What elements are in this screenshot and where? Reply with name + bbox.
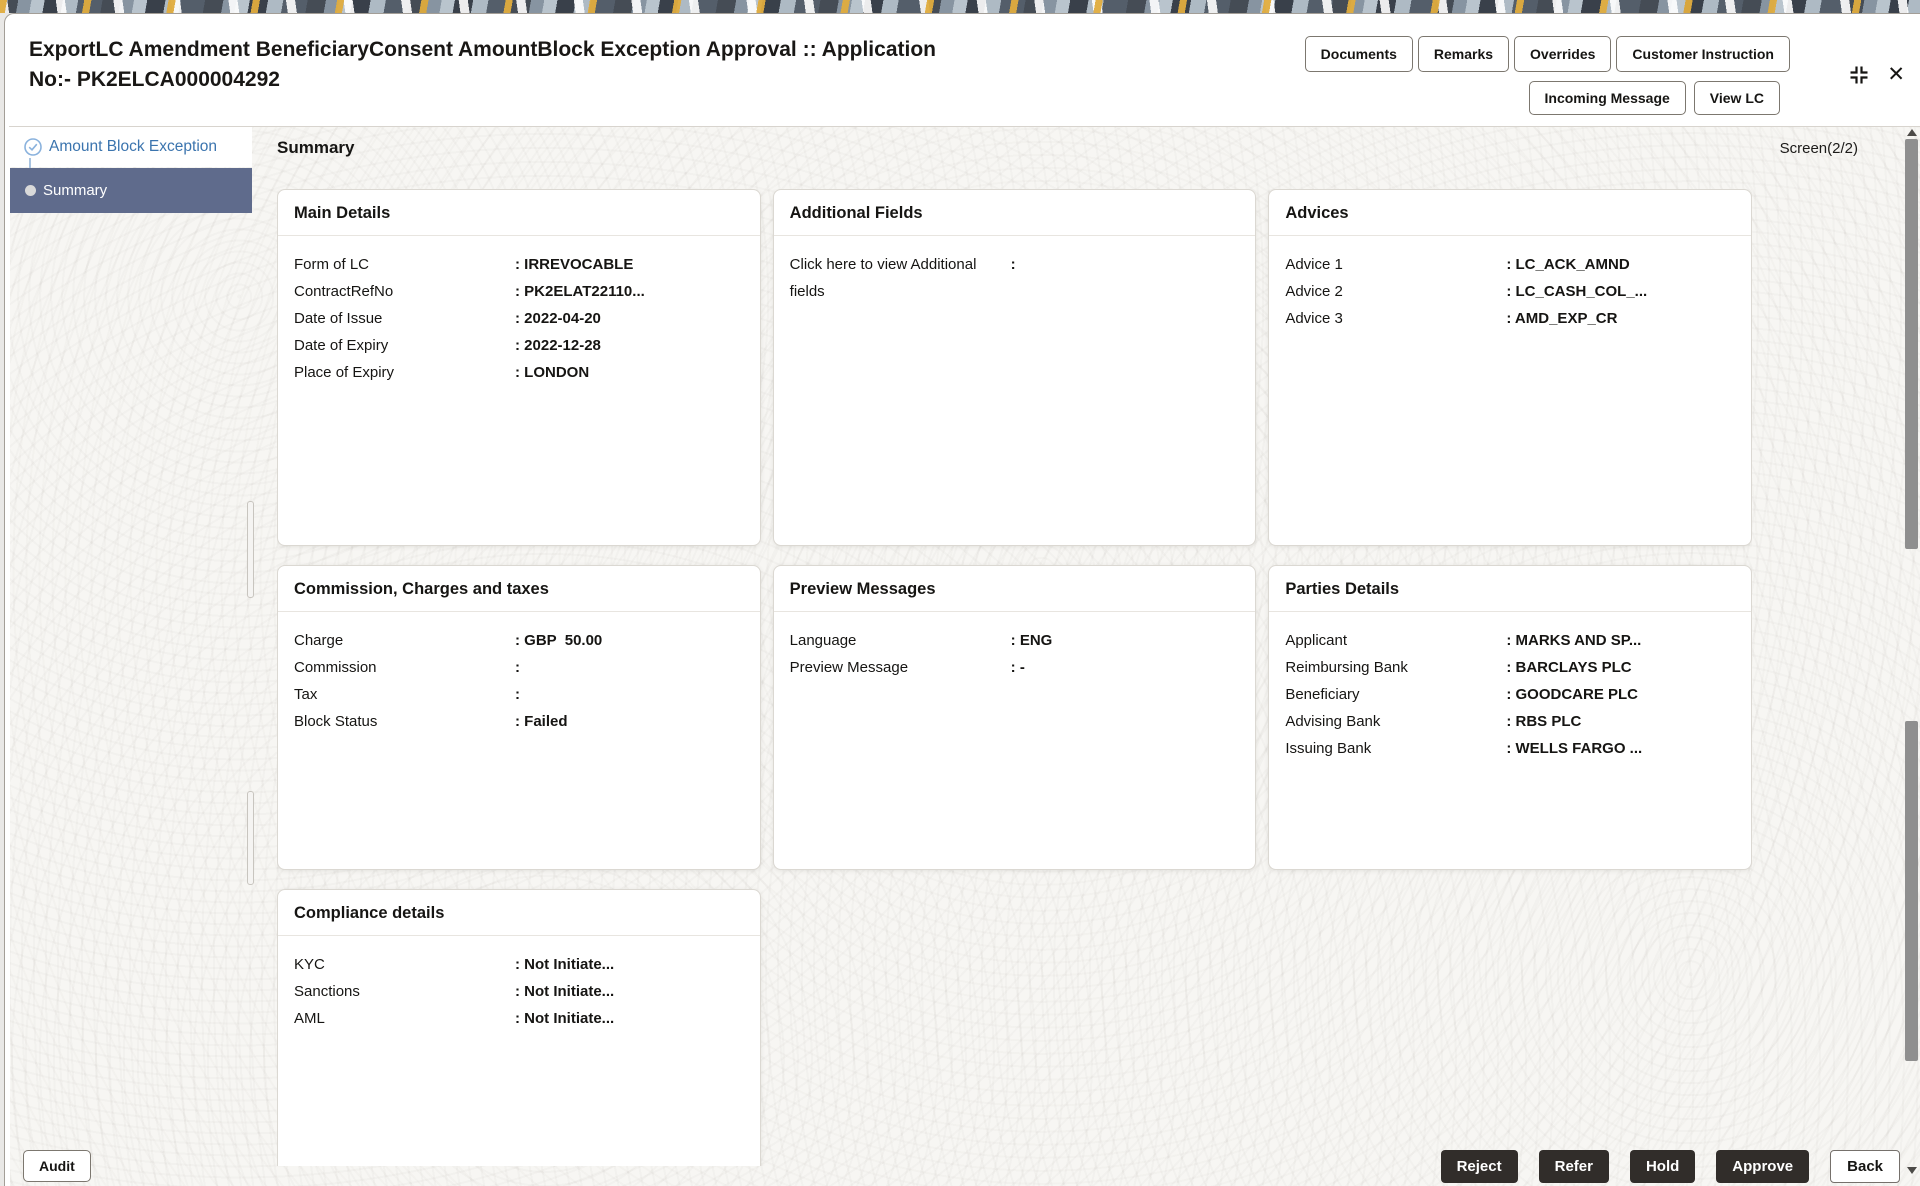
audit-button[interactable]: Audit: [23, 1150, 91, 1182]
header-actions-row2: [1529, 81, 1780, 115]
field-value: : LC_CASH_COL_...: [1506, 283, 1648, 300]
field-value: : -: [1010, 659, 1025, 676]
field-value: :: [515, 686, 520, 703]
field-value: : RBS PLC: [1506, 713, 1582, 730]
field-value: : WELLS FARGO ...: [1506, 740, 1643, 757]
field-label: Block Status: [294, 713, 378, 730]
stage-complete-icon: [24, 138, 42, 156]
field-value: : LONDON: [515, 364, 590, 381]
card-parties-details: [1268, 565, 1752, 870]
field-value: :: [1010, 256, 1016, 273]
field-row: [294, 1005, 744, 1032]
sidebar-item-label: Amount Block Exception: [49, 138, 218, 155]
decorative-pattern-strip: [0, 0, 1920, 13]
field-row: [294, 359, 744, 386]
field-row: [294, 951, 744, 978]
field-label: Advice 2: [1285, 283, 1343, 300]
card-commission-charges-and-taxes: [277, 565, 761, 870]
incoming-message-button[interactable]: Incoming Message: [1529, 81, 1686, 115]
customer-instruction-button[interactable]: Customer Instruction: [1616, 36, 1790, 72]
field-label: Sanctions: [294, 983, 360, 1000]
field-value: : GOODCARE PLC: [1506, 686, 1638, 703]
field-label: Place of Expiry: [294, 364, 395, 381]
footer-bar: [9, 1148, 1920, 1186]
page-title-line1: ExportLC Amendment BeneficiaryConsent AmountBlock Exception Approval :: Application: [29, 38, 936, 61]
resize-handle[interactable]: [247, 501, 254, 598]
field-label: Beneficiary: [1285, 686, 1360, 703]
field-value: : AMD_EXP_CR: [1506, 310, 1618, 327]
field-value: : Not Initiate...: [515, 983, 615, 1000]
field-value: : Not Initiate...: [515, 1010, 615, 1027]
reject-button[interactable]: Reject: [1441, 1150, 1518, 1183]
card-compliance-details: [277, 889, 761, 1166]
field-row: [294, 708, 744, 735]
field-value: : 2022-04-20: [515, 310, 601, 327]
back-button[interactable]: Back: [1830, 1150, 1900, 1183]
field-label: Reimbursing Bank: [1285, 659, 1408, 676]
field-label: Advice 3: [1285, 310, 1343, 327]
field-label: Commission: [294, 659, 377, 676]
card-preview-messages: [773, 565, 1257, 870]
field-value: : ENG: [1010, 632, 1053, 649]
approval-modal: [4, 13, 1920, 1186]
field-row: [294, 627, 744, 654]
field-label: Issuing Bank: [1285, 740, 1372, 757]
card-body: [278, 612, 760, 750]
card-body: [774, 612, 1256, 696]
card-body: [774, 236, 1256, 320]
field-value: :: [515, 659, 520, 676]
summary-cards-area: [277, 189, 1752, 1166]
field-value: : LC_ACK_AMND: [1506, 256, 1630, 273]
footer-actions: [1441, 1150, 1900, 1183]
field-value: : GBP 50.00: [515, 632, 603, 649]
page-title: [29, 35, 936, 95]
field-label: Preview Message: [789, 659, 909, 676]
card-body: [1269, 236, 1751, 347]
field-value: : PK2ELAT22110...: [515, 283, 645, 300]
field-label: Advising Bank: [1285, 713, 1381, 730]
field-row: [1285, 654, 1735, 681]
view-lc-button[interactable]: View LC: [1694, 81, 1780, 115]
card-main-details: [277, 189, 761, 546]
field-row: [790, 627, 1240, 654]
sidebar-item-label: Summary: [43, 182, 108, 199]
header-actions-row1: [1305, 36, 1790, 72]
window-controls: [1847, 63, 1905, 87]
close-icon[interactable]: ✕: [1887, 63, 1905, 86]
field-row: [1285, 251, 1735, 278]
field-value: : MARKS AND SP...: [1506, 632, 1642, 649]
field-row: [790, 654, 1240, 681]
field-label: Language: [789, 632, 857, 649]
card-advices: [1268, 189, 1752, 546]
vertical-scrollbar: [1903, 127, 1920, 1186]
field-row: [790, 251, 1240, 305]
bullet-icon: [25, 185, 36, 196]
sidebar-item-amount-block-exception[interactable]: [10, 127, 252, 167]
field-label: ContractRefNo: [294, 283, 394, 300]
field-row: [294, 978, 744, 1005]
field-row: [1285, 278, 1735, 305]
refer-button[interactable]: Refer: [1539, 1150, 1609, 1183]
remarks-button[interactable]: Remarks: [1418, 36, 1509, 72]
scrollbar-thumb[interactable]: [1905, 139, 1918, 549]
field-label[interactable]: Click here to view Additional fields: [789, 256, 977, 300]
field-value: : Not Initiate...: [515, 956, 615, 973]
field-value: : IRREVOCABLE: [515, 256, 634, 273]
field-row: [1285, 681, 1735, 708]
card-title: Preview Messages: [774, 566, 1256, 612]
field-label: Date of Expiry: [294, 337, 389, 354]
field-label: Applicant: [1285, 632, 1348, 649]
field-row: [1285, 708, 1735, 735]
approve-button[interactable]: Approve: [1716, 1150, 1809, 1183]
field-label: Advice 1: [1285, 256, 1343, 273]
field-row: [294, 681, 744, 708]
field-value: : Failed: [515, 713, 568, 730]
field-value: : 2022-12-28: [515, 337, 601, 354]
card-title: Main Details: [278, 190, 760, 236]
collapse-icon[interactable]: [1847, 63, 1871, 87]
card-title: Advices: [1269, 190, 1751, 236]
field-row: [1285, 735, 1735, 762]
summary-cards-grid: [277, 189, 1752, 1166]
field-label: AML: [294, 1010, 325, 1027]
resize-handle[interactable]: [247, 791, 254, 885]
field-row: [294, 332, 744, 359]
card-title: Parties Details: [1269, 566, 1751, 612]
card-title: Compliance details: [278, 890, 760, 936]
page-title-line2: No:- PK2ELCA000004292: [29, 68, 280, 91]
field-row: [294, 251, 744, 278]
screen-indicator: Screen(2/2): [1779, 140, 1858, 157]
card-additional-fields: [773, 189, 1257, 546]
scroll-up-arrow-icon[interactable]: [1907, 129, 1917, 136]
card-title: Additional Fields: [774, 190, 1256, 236]
card-body: [278, 236, 760, 401]
card-title: Commission, Charges and taxes: [278, 566, 760, 612]
scrollbar-thumb[interactable]: [1905, 721, 1918, 1061]
sidebar-item-summary[interactable]: [10, 168, 252, 213]
field-row: [1285, 627, 1735, 654]
field-row: [1285, 305, 1735, 332]
field-row: [294, 654, 744, 681]
card-body: [278, 936, 760, 1047]
field-label: Charge: [294, 632, 344, 649]
field-label: Tax: [294, 686, 318, 703]
field-row: [294, 278, 744, 305]
field-row: [294, 305, 744, 332]
field-label: Date of Issue: [294, 310, 383, 327]
field-value: : BARCLAYS PLC: [1506, 659, 1632, 676]
section-heading: Summary: [277, 138, 355, 157]
overrides-button[interactable]: Overrides: [1514, 36, 1611, 72]
field-label: Form of LC: [294, 256, 370, 273]
card-body: [1269, 612, 1751, 777]
field-label: KYC: [294, 956, 325, 973]
hold-button[interactable]: Hold: [1630, 1150, 1695, 1183]
documents-button[interactable]: Documents: [1305, 36, 1413, 72]
